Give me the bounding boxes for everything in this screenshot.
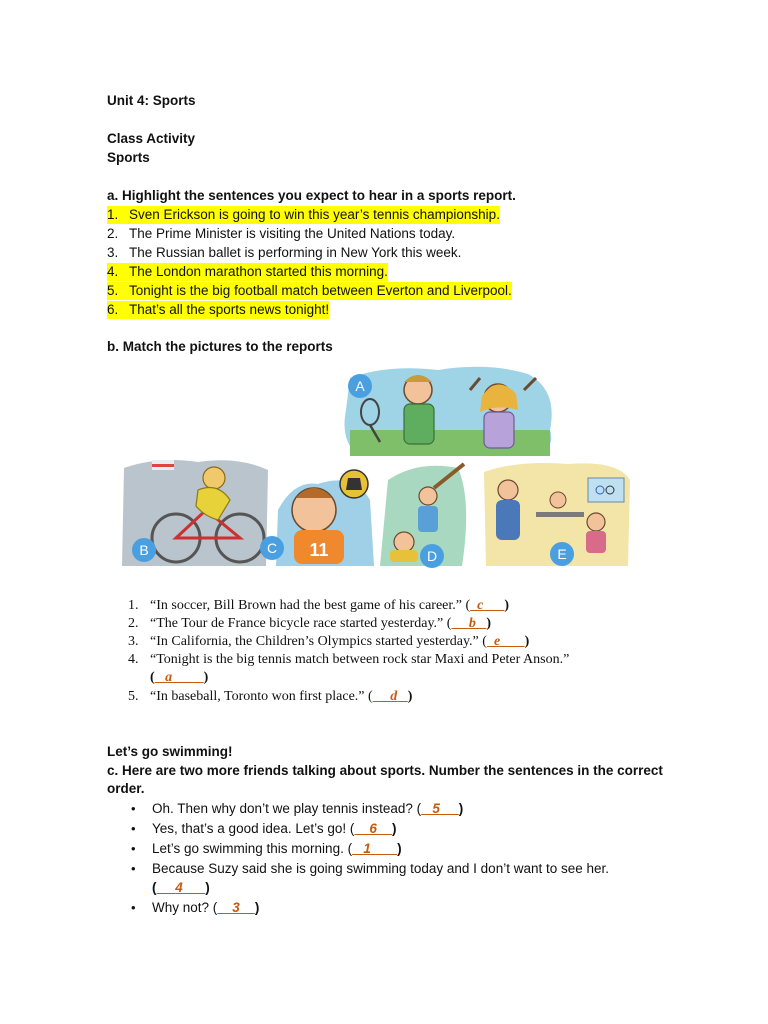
close-paren: ) (397, 841, 402, 856)
answer-text: b (468, 616, 476, 631)
answer-blank (217, 900, 255, 915)
bullet-icon: • (131, 801, 136, 816)
item-text: Tonight is the big football match between Everton and Liverpool. (129, 283, 512, 298)
list-item (152, 840, 402, 858)
item-number: 1. (107, 207, 119, 222)
answer-line: ( 4 ) (152, 880, 210, 895)
close-paren: ) (203, 670, 209, 685)
list-item (107, 206, 500, 224)
item-text: “In California, the Children’s Olympics started yesterday.” ( (150, 634, 487, 649)
section-c-heading: Let’s go swimming! (107, 744, 233, 759)
section-c-instruction-line2: order. (107, 781, 145, 796)
item-text: The Russian ballet is performing in New York this week. (129, 245, 462, 260)
item-number: 3. (128, 634, 139, 649)
close-paren: ) (254, 900, 260, 915)
activity-title: Class Activity (107, 131, 196, 146)
close-paren: ) (504, 598, 510, 613)
answer-text: 4 (175, 880, 183, 895)
answer-text: e (493, 634, 501, 649)
item-number: 2. (107, 226, 119, 241)
answer-blank (155, 670, 204, 685)
section-b-instruction: b. Match the pictures to the reports (107, 339, 333, 354)
answer-line: ( a ) (150, 670, 209, 685)
list-item (107, 301, 329, 319)
item-number: 2. (128, 616, 139, 631)
answer-blank (421, 801, 459, 816)
picture-label-d: D (426, 548, 438, 564)
bullet-icon: • (131, 821, 136, 836)
answer-text: 3 (232, 900, 240, 915)
picture-label-b: B (139, 542, 149, 558)
unit-title: Unit 4: Sports (107, 93, 196, 108)
answer-blank (470, 598, 504, 613)
item-number: 1. (128, 598, 139, 613)
answer-text: 5 (432, 801, 440, 816)
answer-blank (354, 821, 392, 836)
answer-blank (373, 689, 408, 704)
list-item (107, 282, 512, 300)
close-paren: ) (458, 801, 464, 816)
answer-blank (451, 616, 486, 631)
bullet-icon: • (131, 861, 136, 876)
item-text: The Prime Minister is visiting the United Nations today. (129, 226, 456, 241)
item-text: “The Tour de France bicycle race started yesterday.” ( (150, 616, 452, 631)
sports-illustration (118, 360, 638, 572)
list-item (152, 860, 609, 878)
answer-text: a (165, 670, 173, 685)
answer-blank (352, 841, 397, 856)
answer-blank (157, 880, 206, 895)
svg-text:11: 11 (309, 540, 329, 560)
item-text: “In baseball, Toronto won first place.” ( (150, 689, 373, 704)
activity-subtitle: Sports (107, 150, 150, 165)
item-number: 3. (107, 245, 119, 260)
answer-text: d (390, 689, 398, 704)
picture-a-tennis (345, 367, 552, 456)
close-paren: ) (205, 880, 210, 895)
item-number: 5. (128, 689, 139, 704)
picture-label-c: C (266, 540, 278, 556)
answer-text: 6 (369, 821, 377, 836)
item-text: “Tonight is the big tennis match between rock star Maxi and Peter Anson.” (150, 652, 570, 667)
section-c-instruction-line1: c. Here are two more friends talking about sports. Number the sentences in the correct (107, 763, 663, 778)
bullet-icon: • (131, 900, 136, 915)
list-item (128, 633, 529, 651)
list-item (128, 597, 509, 615)
section-a-instruction: a. Highlight the sentences you expect to hear in a sports report. (107, 188, 516, 203)
list-item (107, 263, 388, 281)
close-paren: ) (391, 821, 397, 836)
list-item (152, 800, 463, 818)
answer-text: c (477, 598, 484, 613)
list-item (152, 820, 396, 838)
list-item (107, 244, 461, 262)
bullet-icon: • (131, 841, 136, 856)
answer-blank (487, 634, 525, 649)
close-paren: ) (524, 634, 530, 649)
answer-text: 1 (363, 841, 371, 856)
item-text: Sven Erickson is going to win this year’s tennis championship. (129, 207, 500, 222)
item-text: That’s all the sports news tonight! (129, 302, 330, 317)
close-paren: ) (486, 616, 492, 631)
list-item (152, 899, 259, 917)
item-number: 5. (107, 283, 119, 298)
close-paren: ) (407, 689, 413, 704)
list-item (128, 688, 412, 706)
list-item (128, 651, 569, 669)
item-number: 6. (107, 302, 119, 317)
item-text: The London marathon started this morning. (129, 264, 388, 279)
item-text: Because Suzy said she is going swimming today and I don’t want to see her. (152, 861, 610, 876)
item-text: Why not? ( (152, 900, 218, 915)
item-text: Oh. Then why don’t we play tennis instead? ( (152, 801, 422, 816)
list-item (128, 615, 491, 633)
picture-label-a: A (355, 378, 365, 394)
picture-label-e: E (557, 546, 567, 562)
picture-c-soccer (276, 470, 374, 566)
item-number: 4. (107, 264, 119, 279)
item-text: Yes, that’s a good idea. Let’s go! ( (152, 821, 355, 836)
item-number: 4. (128, 652, 139, 667)
item-text: “In soccer, Bill Brown had the best game of his career.” ( (150, 598, 471, 613)
list-item (107, 225, 455, 243)
item-text: Let’s go swimming this morning. ( (152, 841, 353, 856)
